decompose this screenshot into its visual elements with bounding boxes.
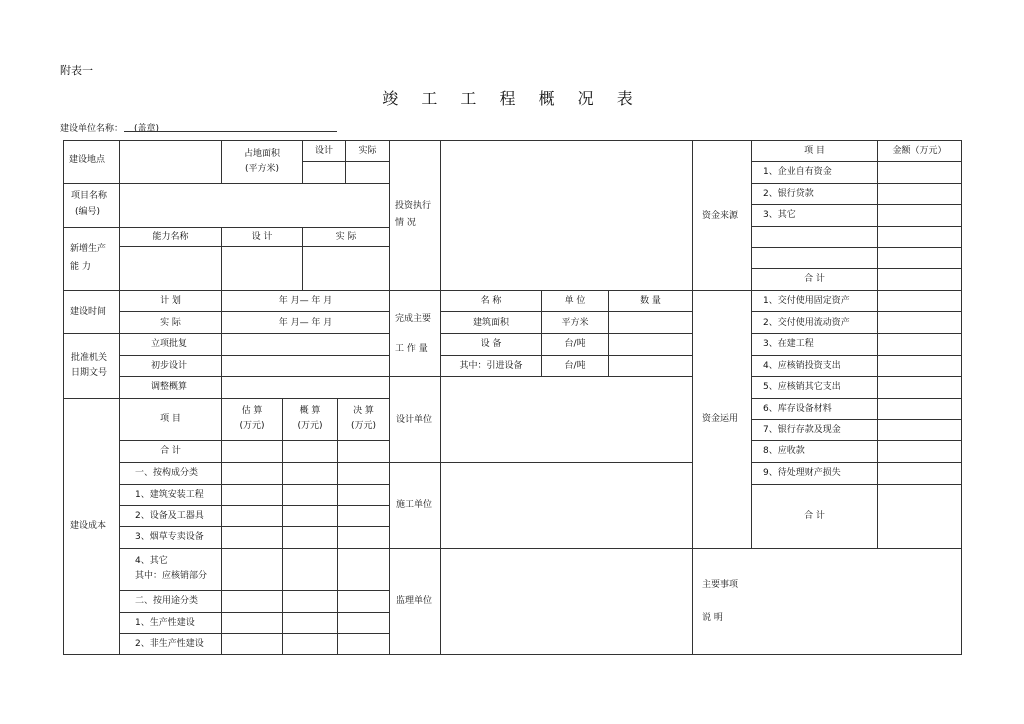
building-area-label: 建筑面积	[472, 318, 509, 328]
site-label: 建设地点	[69, 155, 106, 165]
fund-source-row: 3、其它	[763, 210, 796, 220]
area-design-header: 设计	[314, 146, 333, 156]
capacity-name-header: 能力名称	[152, 232, 189, 242]
actual-period: 年 月— 年 月	[278, 318, 333, 328]
building-area-unit: 平方米	[561, 318, 589, 328]
fund-source-total: 合 计	[804, 274, 825, 284]
final-unit: (万元)	[350, 421, 377, 431]
budget-header: 概 算	[299, 406, 321, 416]
imported-equipment-unit: 台/吨	[564, 361, 586, 371]
imported-equipment-label: 其中：引进设备	[459, 361, 523, 371]
equipment-unit: 台/吨	[564, 339, 586, 349]
area-label: 占地面积	[243, 149, 280, 159]
fund-source-row: 1、企业自有资金	[763, 167, 832, 177]
estimate-unit: (万元)	[239, 421, 265, 431]
notes-label-1: 主要事项	[702, 580, 739, 590]
project-name-label: 项目名称	[71, 191, 108, 201]
notes-label-2: 说 明	[702, 613, 723, 623]
fund-use-row: 6、库存设备材料	[763, 404, 832, 414]
capacity-design-header: 设 计	[251, 232, 273, 242]
area-actual-header: 实际	[358, 146, 377, 156]
fund-use-row: 3、在建工程	[763, 339, 814, 349]
new-capacity-label: 新增生产	[70, 244, 107, 254]
cost-row: 二、按用途分类	[135, 596, 199, 606]
fund-source-label: 资金来源	[702, 211, 739, 221]
actual-label: 实 际	[160, 318, 181, 328]
cost-row-other: 4、其它	[135, 556, 168, 566]
fund-use-row: 8、应收款	[763, 446, 805, 456]
cost-row: 3、烟草专卖设备	[135, 532, 204, 542]
fund-use-row: 1、交付使用固定资产	[763, 296, 850, 306]
fund-source-row: 2、银行贷款	[763, 189, 814, 199]
cost-row: 2、设备及工器具	[135, 511, 204, 521]
fund-use-row: 7、银行存款及现金	[763, 425, 841, 435]
supervision-unit-label: 监理单位	[396, 596, 433, 606]
capacity-actual-header: 实 际	[335, 232, 357, 242]
fund-use-row: 9、待处理财产损失	[763, 468, 841, 478]
equipment-label: 设 备	[480, 339, 502, 349]
fund-use-row: 4、应核销投资支出	[763, 361, 841, 371]
construction-unit-value: (盖章)	[134, 124, 160, 134]
cost-item-header: 项 目	[160, 414, 181, 424]
workload-unit-header: 单 位	[564, 296, 586, 306]
construction-unit-label: 建设单位名称：	[60, 124, 124, 134]
approval-item: 立项批复	[151, 339, 188, 349]
fund-use-total: 合 计	[804, 511, 825, 521]
fund-item-header: 项 目	[804, 146, 825, 156]
cost-total-label: 合 计	[160, 446, 181, 456]
workload-name-header: 名 称	[480, 296, 502, 306]
approval-label-1: 批准机关	[71, 353, 108, 363]
fund-use-label: 资金运用	[702, 414, 739, 424]
attachment-label: 附表一	[60, 64, 93, 77]
fund-amount-header: 金额（万元）	[892, 146, 947, 156]
budget-unit: (万元)	[297, 421, 323, 431]
approval-label-2: 日期文号	[71, 368, 108, 378]
fund-use-row: 5、应核销其它支出	[763, 382, 841, 392]
design-unit-label: 设计单位	[396, 415, 433, 425]
approval-item: 调整概算	[151, 382, 188, 392]
new-capacity-label-suffix: 能 力	[70, 262, 91, 272]
investment-label-2: 情 况	[395, 218, 416, 228]
main-workload-label-2: 工 作 量	[395, 344, 428, 354]
estimate-header: 估 算	[241, 406, 263, 416]
plan-period: 年 月— 年 月	[278, 296, 333, 306]
construction-cost-label: 建设成本	[70, 521, 107, 531]
page-title: 竣 工 工 程 概 况 表	[382, 89, 642, 108]
construction-unit-row-label: 施工单位	[396, 500, 433, 510]
approval-item: 初步设计	[151, 361, 188, 371]
fund-use-row: 2、交付使用流动资产	[763, 318, 850, 328]
cost-row: 1、生产性建设	[135, 618, 195, 628]
project-code-label: (编号)	[75, 207, 101, 217]
plan-label: 计 划	[160, 296, 181, 306]
build-time-label: 建设时间	[70, 307, 107, 317]
workload-qty-header: 数 量	[640, 296, 661, 306]
cost-row: 一、按构成分类	[135, 468, 199, 478]
cost-row: 1、建筑安装工程	[135, 490, 204, 500]
investment-label-1: 投资执行	[395, 201, 432, 211]
final-header: 决 算	[353, 406, 374, 416]
area-unit: (平方米)	[244, 164, 280, 174]
main-workload-label-1: 完成主要	[395, 314, 432, 324]
cost-row: 2、非生产性建设	[135, 639, 204, 649]
cost-row-other-sub: 其中：应核销部分	[135, 571, 208, 581]
